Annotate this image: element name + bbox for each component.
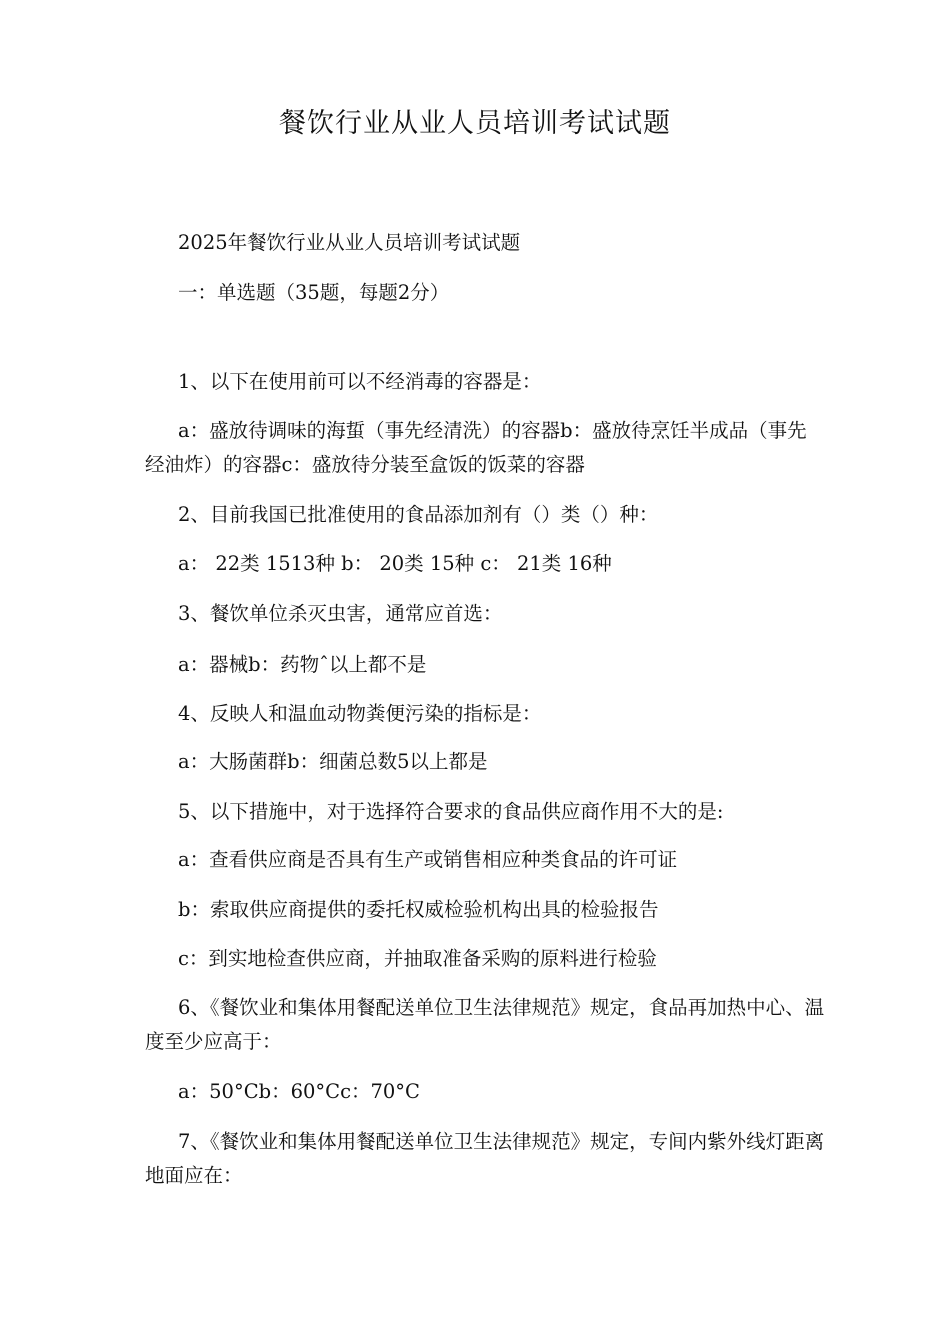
question-3-options: a：器械b：药物ˆ以上都不是 [178, 653, 427, 676]
question-2: 2、目前我国已批准使用的食品添加剂有（）类（）种： [178, 503, 659, 526]
question-6: 6、《餐饮业和集体用餐配送单位卫生法律规范》规定，食品再加热中心、温度至少应高于： [145, 996, 825, 1053]
question-5-option-a: a：查看供应商是否具有生产或销售相应种类食品的许可证 [178, 848, 678, 871]
question-7: 7、《餐饮业和集体用餐配送单位卫生法律规范》规定，专间内紫外线灯距离地面应在： [145, 1130, 825, 1187]
document-subtitle: 2025年餐饮行业从业人员培训考试试题 [178, 231, 521, 254]
question-4: 4、反映人和温血动物粪便污染的指标是： [178, 702, 542, 725]
question-1-options: a：盛放待调味的海蜇（事先经清洗）的容器b：盛放待烹饪半成品（事先经油炸）的容器c：盛放待分装至盒饭的饭菜的容器 [145, 419, 807, 476]
question-4-options: a：大肠菌群b：细菌总数5以上都是 [178, 750, 488, 773]
question-5-option-c: c：到实地检查供应商，并抽取准备采购的原料进行检验 [178, 947, 657, 970]
section-heading: 一：单选题（35题，每题2分） [178, 281, 450, 304]
question-2-options: a： 22类 1513种 b： 20类 15种 c： 21类 16种 [178, 552, 612, 575]
question-5-option-b: b：索取供应商提供的委托权威检验机构出具的检验报告 [178, 898, 659, 921]
document-title: 餐饮行业从业人员培训考试试题 [279, 108, 671, 139]
question-3: 3、餐饮单位杀灭虫害，通常应首选： [178, 602, 503, 625]
question-6-options: a：50°Cb：60°Cc：70°C [178, 1080, 420, 1103]
question-1: 1、以下在使用前可以不经消毒的容器是： [178, 370, 542, 393]
question-5: 5、以下措施中，对于选择符合要求的食品供应商作用不大的是: [178, 800, 724, 823]
